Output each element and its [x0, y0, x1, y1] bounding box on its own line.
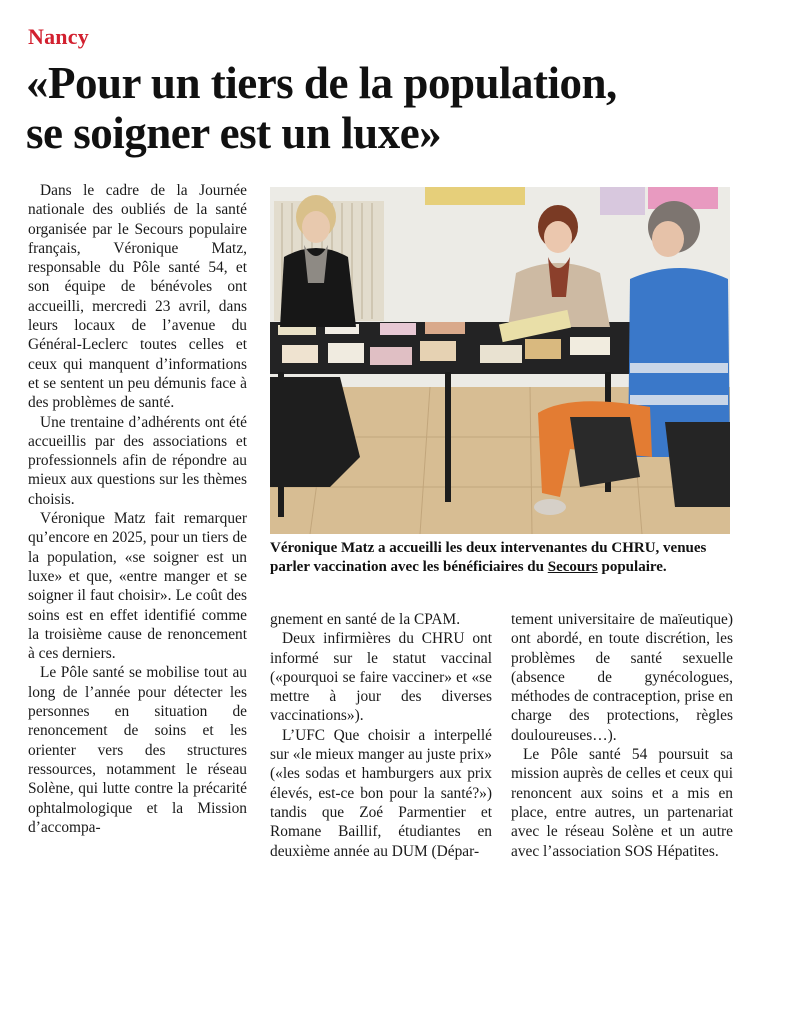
photo-caption [270, 539, 732, 577]
paragraph: Le Pôle santé 54 poursuit sa mission auprès de celles et ceux qui renoncent aux soins et a mis en place, entre autres, un partenariat avec le réseau Solène et un autre avec l’association SOS Hépatites. [511, 746, 733, 860]
headline-line-1: «Pour un tiers de la population, [26, 58, 617, 108]
article-column-3 [511, 610, 733, 861]
paragraph: Dans le cadre de la Journée nationale des oubliés de la santé organisée par le Secours populaire français, Véronique Matz, responsable du Pôle santé 54, et son équipe de bénévoles ont accueilli, mercredi 23 avril, dans leurs locaux de l’avenue du Général-Leclerc toutes celles et ceux qui manquent d’informations et se sentent un peu démunis face à des problèmes de santé. [28, 182, 247, 412]
article-column-1 [28, 181, 247, 837]
paragraph: Le Pôle santé se mobilise tout au long de l’année pour détecter les personnes en situation de renoncement de soins et les orienter vers des structures ressources, notamment le réseau Solène, qui lutte contre la précarité ophtalmologique et la Mission d’accompa- [28, 664, 247, 836]
caption-text: Véronique Matz a accueilli les deux intervenantes du CHRU, venues parler vaccination avec les bénéficiaires du [270, 540, 707, 575]
caption-link[interactable]: Secours [547, 559, 598, 575]
paragraph: Deux infirmières du CHRU ont informé sur le statut vaccinal («pourquoi se faire vacciner» et «se mettre à jour des diverses vaccinations»). [270, 630, 492, 725]
article-column-2 [270, 610, 492, 861]
article-photo [270, 187, 730, 534]
section-rubric: Nancy [28, 24, 89, 49]
headline-line-2: se soigner est un luxe» [26, 108, 442, 158]
paragraph: gnement en santé de la CPAM. [270, 611, 461, 628]
article-headline [26, 58, 766, 158]
caption-text-end: populaire. [597, 559, 667, 575]
paragraph: Véronique Matz fait remarquer qu’encore en 2025, pour un tiers de la population, «se soigner est un luxe» et que, «entre manger et se soigner il faut choisir». Le coût des soins est en effet identifié comme la troisième cause de renoncement à ces derniers. [28, 510, 247, 663]
photo-illustration [270, 187, 730, 534]
paragraph: tement universitaire de maïeutique) ont abordé, en toute discrétion, les problèmes de santé sexuelle (absence de gynécologues, méthodes de contraception, prise en charge des protections, règles douloureuses…). [511, 611, 733, 744]
paragraph: L’UFC Que choisir a interpellé sur «le mieux manger au juste prix» («les sodas et hamburgers aux prix élevés, est-ce bon pour la santé?») tandis que Zoé Parmentier et Romane Baillif, étudiantes en deuxième année au DUM (Dépar- [270, 726, 492, 860]
paragraph: Une trentaine d’adhérents ont été accueillis par des associations et professionnels afin de répondre au mieux aux questions sur les thèmes choisis. [28, 413, 247, 508]
